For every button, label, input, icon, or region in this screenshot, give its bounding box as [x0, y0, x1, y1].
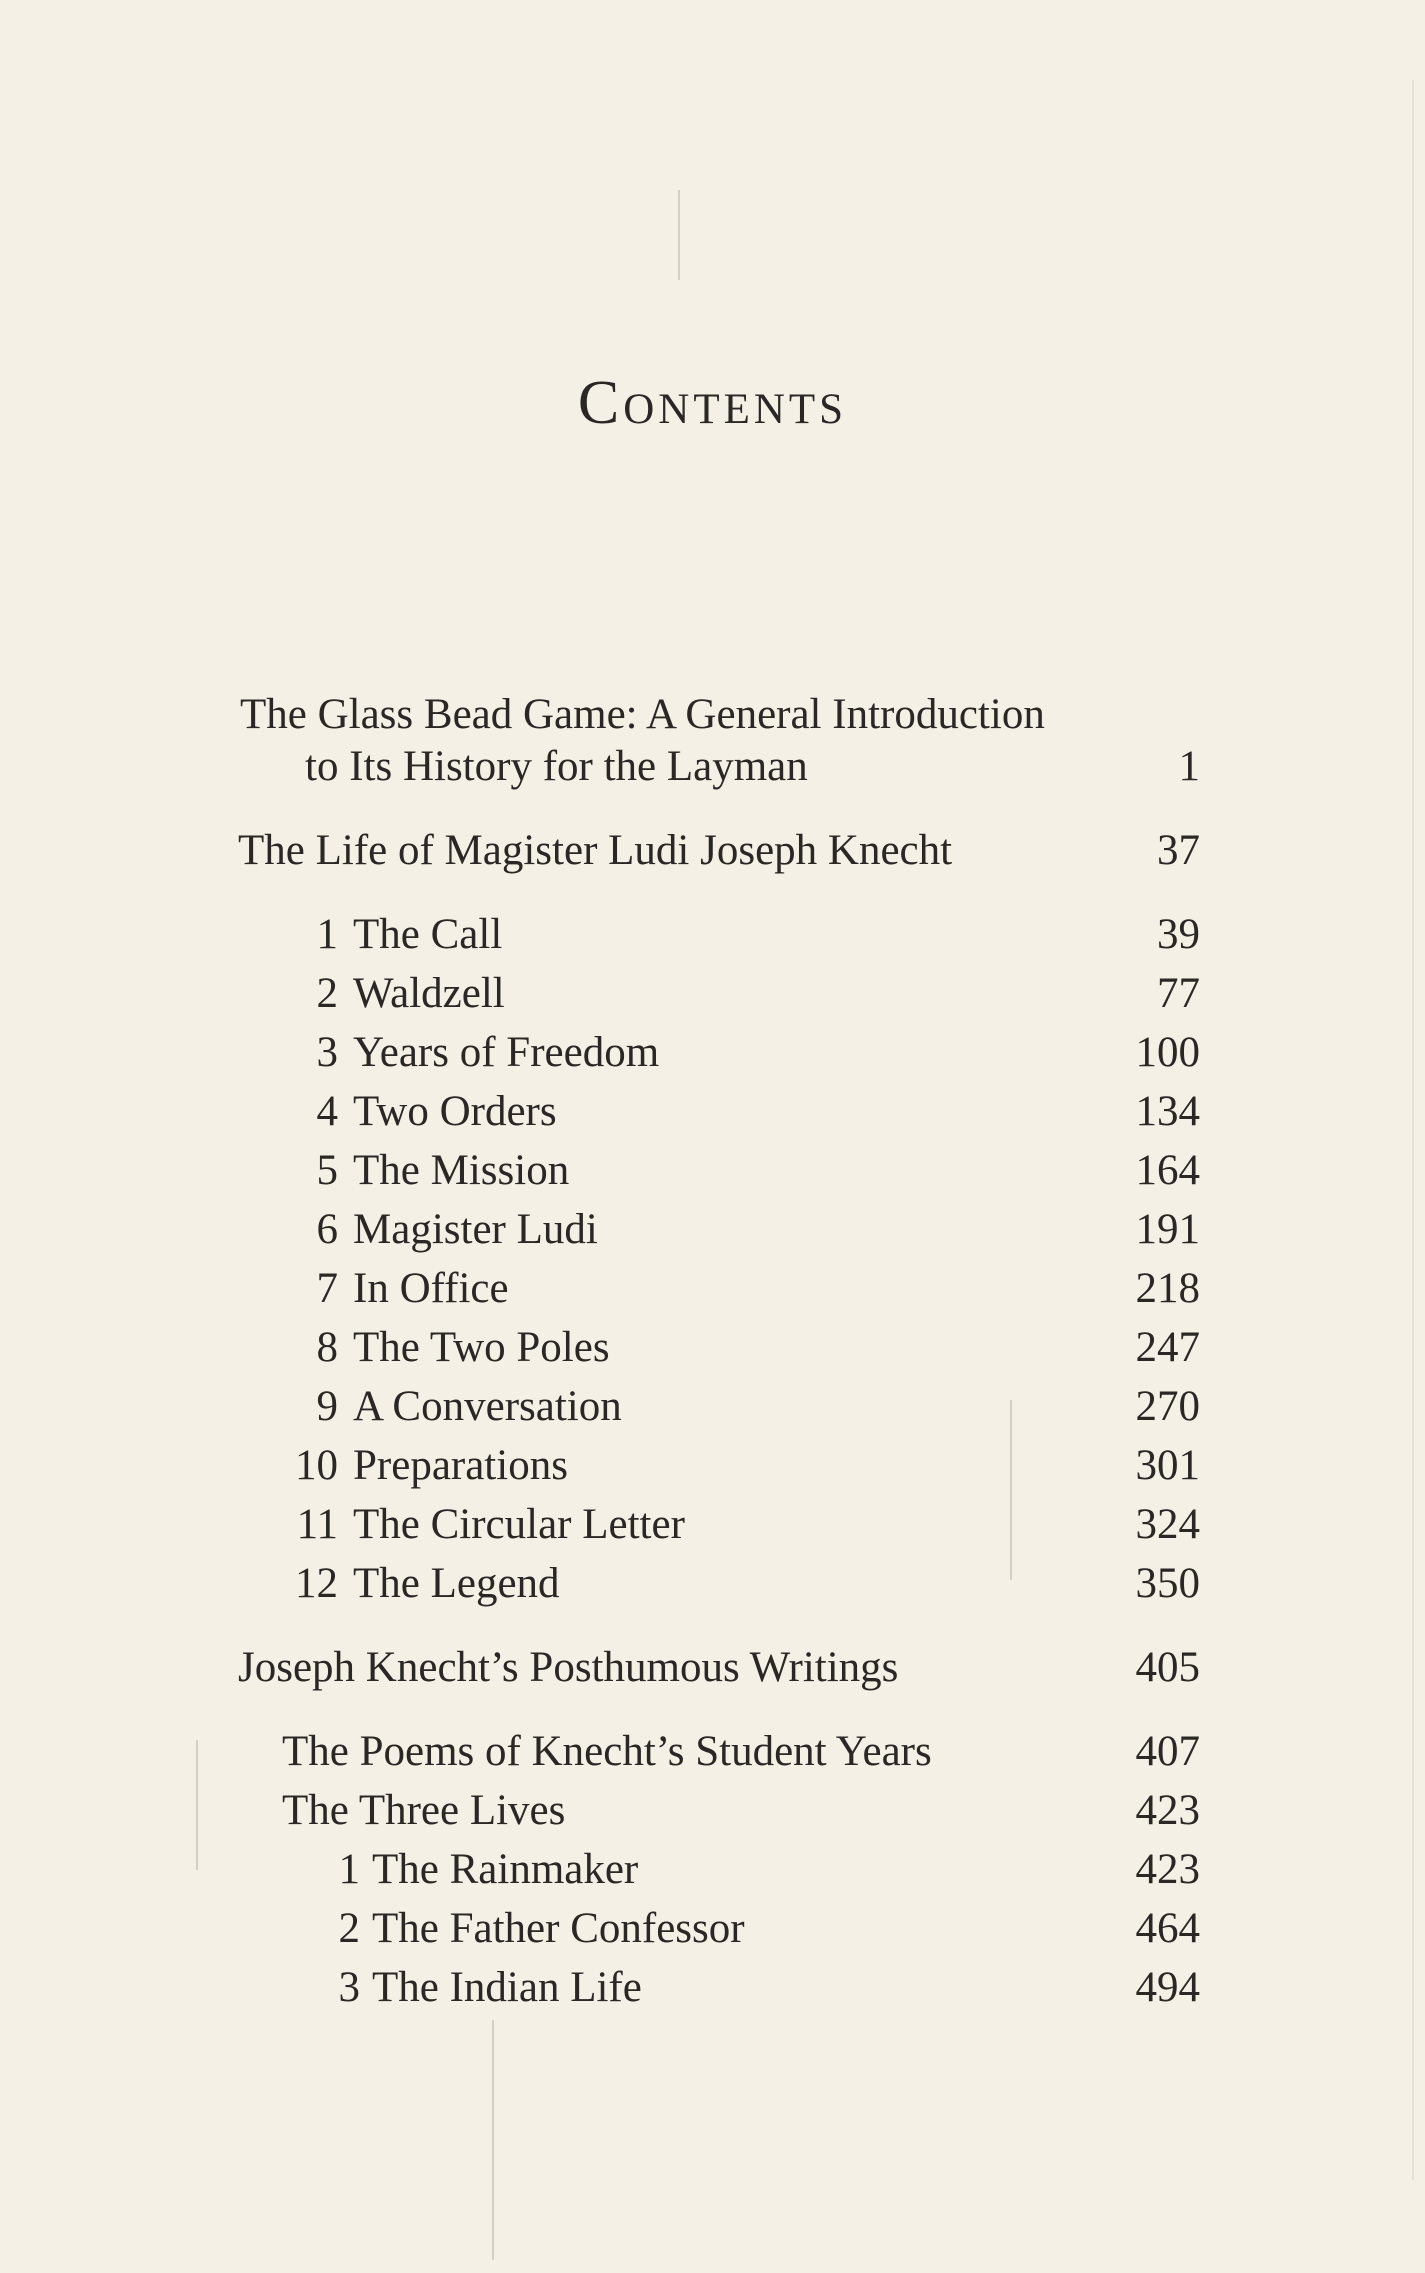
chapter-number: 3 [316, 1029, 338, 1076]
toc-entry-intro[interactable] [0, 690, 1425, 750]
toc-chapter[interactable] [0, 1146, 1425, 1206]
toc-page-number: 464 [1135, 1905, 1200, 1952]
toc-page-number: 270 [1135, 1383, 1200, 1430]
toc-chapter[interactable] [0, 969, 1425, 1029]
chapter-number: 4 [316, 1088, 338, 1135]
chapter-title: In Office [353, 1265, 509, 1312]
chapter-title: The Mission [353, 1147, 570, 1194]
toc-chapter[interactable] [0, 1441, 1425, 1501]
chapter-number: 2 [316, 970, 338, 1017]
chapter-number: 10 [295, 1442, 338, 1489]
toc-page-number: 134 [1135, 1088, 1200, 1135]
toc-page-number: 1 [1178, 743, 1200, 790]
chapter-title: The Two Poles [353, 1324, 610, 1371]
page-title: Contents [577, 369, 848, 437]
chapter-title: The Call [353, 911, 503, 958]
subsection-title: The Rainmaker [372, 1846, 639, 1893]
chapter-number: 6 [316, 1206, 338, 1253]
chapter-title: Years of Freedom [353, 1029, 660, 1076]
toc-chapter[interactable] [0, 1264, 1425, 1324]
toc-part-life[interactable] [0, 826, 1425, 886]
toc-section-lives[interactable] [0, 1786, 1425, 1846]
chapter-number: 11 [296, 1501, 338, 1548]
section-title: The Poems of Knecht’s Student Years [282, 1728, 932, 1775]
chapter-title: Waldzell [353, 970, 505, 1017]
toc-subsection[interactable] [0, 1845, 1425, 1905]
toc-entry-title: to Its History for the Layman [305, 743, 808, 790]
toc-page-number: 423 [1135, 1787, 1200, 1834]
subsection-number: 2 [338, 1905, 360, 1952]
toc-page-number: 494 [1135, 1964, 1200, 2011]
toc-page-number: 100 [1135, 1029, 1200, 1076]
chapter-title: The Circular Letter [353, 1501, 685, 1548]
toc-page-number: 423 [1135, 1846, 1200, 1893]
chapter-title: A Conversation [353, 1383, 622, 1430]
chapter-number: 12 [295, 1560, 338, 1607]
toc-chapter[interactable] [0, 1559, 1425, 1619]
toc-chapter[interactable] [0, 1500, 1425, 1560]
chapter-title: Preparations [353, 1442, 568, 1489]
chapter-number: 1 [316, 911, 338, 958]
toc-chapter[interactable] [0, 1028, 1425, 1088]
scan-mark [678, 190, 680, 280]
subsection-number: 1 [338, 1846, 360, 1893]
chapter-title: The Legend [353, 1560, 560, 1607]
chapter-number: 8 [316, 1324, 338, 1371]
toc-entry-title: The Glass Bead Game: A General Introduction [240, 691, 1045, 738]
toc-part-title: The Life of Magister Ludi Joseph Knecht [238, 827, 953, 874]
toc-page-number: 77 [1157, 970, 1200, 1017]
toc-page-number: 405 [1135, 1644, 1200, 1691]
toc-chapter[interactable] [0, 1382, 1425, 1442]
toc-subsection[interactable] [0, 1963, 1425, 2023]
chapter-number: 9 [316, 1383, 338, 1430]
toc-page-number: 301 [1135, 1442, 1200, 1489]
toc-chapter[interactable] [0, 910, 1425, 970]
scan-mark [492, 2020, 494, 2260]
toc-chapter[interactable] [0, 1087, 1425, 1147]
chapter-title: Two Orders [353, 1088, 557, 1135]
toc-page-number: 37 [1157, 827, 1200, 874]
subsection-title: The Father Confessor [372, 1905, 745, 1952]
toc-page-number: 407 [1135, 1728, 1200, 1775]
toc-part-writings[interactable] [0, 1643, 1425, 1703]
section-title: The Three Lives [282, 1787, 566, 1834]
toc-chapter[interactable] [0, 1323, 1425, 1383]
toc-page-number: 350 [1135, 1560, 1200, 1607]
toc-page-number: 191 [1135, 1206, 1200, 1253]
chapter-number: 7 [316, 1265, 338, 1312]
toc-page-number: 218 [1135, 1265, 1200, 1312]
chapter-title: Magister Ludi [353, 1206, 598, 1253]
subsection-title: The Indian Life [372, 1964, 642, 2011]
chapter-number: 5 [316, 1147, 338, 1194]
subsection-number: 3 [338, 1964, 360, 2011]
toc-subsection[interactable] [0, 1904, 1425, 1964]
toc-chapter[interactable] [0, 1205, 1425, 1265]
toc-page-number: 324 [1135, 1501, 1200, 1548]
toc-page-number: 164 [1135, 1147, 1200, 1194]
toc-page-number: 39 [1157, 911, 1200, 958]
toc-page-number: 247 [1135, 1324, 1200, 1371]
toc-part-title: Joseph Knecht’s Posthumous Writings [238, 1644, 899, 1691]
toc-section-poems[interactable] [0, 1727, 1425, 1787]
toc-entry-intro-continued[interactable] [0, 742, 1425, 802]
